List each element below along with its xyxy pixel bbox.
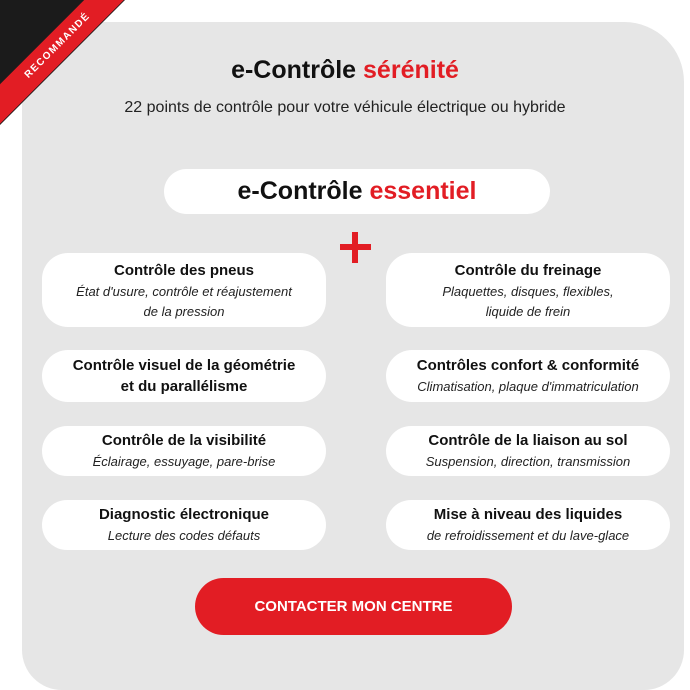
item-title: Contrôle des pneus (113, 261, 255, 279)
item-desc: Climatisation, plaque d'immatriculation (417, 378, 639, 394)
item-title: Diagnostic électronique (98, 505, 270, 523)
item-title: Contrôles confort & conformité (416, 356, 640, 374)
offer-title-main: e-Contrôle (231, 56, 357, 84)
item-desc: liquide de frein (485, 303, 571, 319)
item-visibility (42, 426, 326, 476)
item-desc: Lecture des codes défauts (107, 527, 261, 543)
item-ground-link (386, 426, 670, 476)
item-braking (386, 253, 670, 327)
offer-subtitle: 22 points de contrôle pour votre véhicule électrique ou hybride (124, 99, 566, 116)
item-title: Contrôle du freinage (454, 261, 602, 279)
plus-icon (338, 230, 373, 265)
item-desc: Plaquettes, disques, flexibles, (442, 283, 614, 299)
base-offer-main: e-Contrôle (237, 177, 363, 205)
item-fluids (386, 500, 670, 550)
item-comfort (386, 350, 670, 402)
ribbon-shadow (0, 0, 125, 125)
item-desc: État d'usure, contrôle et réajustement (76, 283, 292, 299)
offer-title-accent: sérénité (363, 56, 459, 84)
item-title: et du parallélisme (120, 378, 248, 395)
item-tyres (42, 253, 326, 327)
base-offer-accent: essentiel (369, 177, 477, 205)
item-diagnostic (42, 500, 326, 550)
contact-center-button[interactable]: CONTACTER MON CENTRE (195, 578, 512, 635)
recommended-ribbon (0, 0, 125, 125)
item-desc: de refroidissement et du lave-glace (426, 527, 630, 543)
item-title: Contrôle de la visibilité (101, 431, 267, 449)
item-desc: de la pression (143, 303, 225, 319)
item-title: Contrôle de la liaison au sol (428, 431, 628, 449)
item-desc: Éclairage, essuyage, pare-brise (92, 453, 276, 469)
base-offer-pill (164, 169, 550, 214)
item-geometry (42, 350, 326, 402)
ribbon-label: RECOMMANDÉ (0, 0, 125, 125)
item-title: Mise à niveau des liquides (433, 505, 623, 523)
item-title: Contrôle visuel de la géométrie (72, 357, 296, 374)
item-desc: Suspension, direction, transmission (425, 453, 631, 469)
